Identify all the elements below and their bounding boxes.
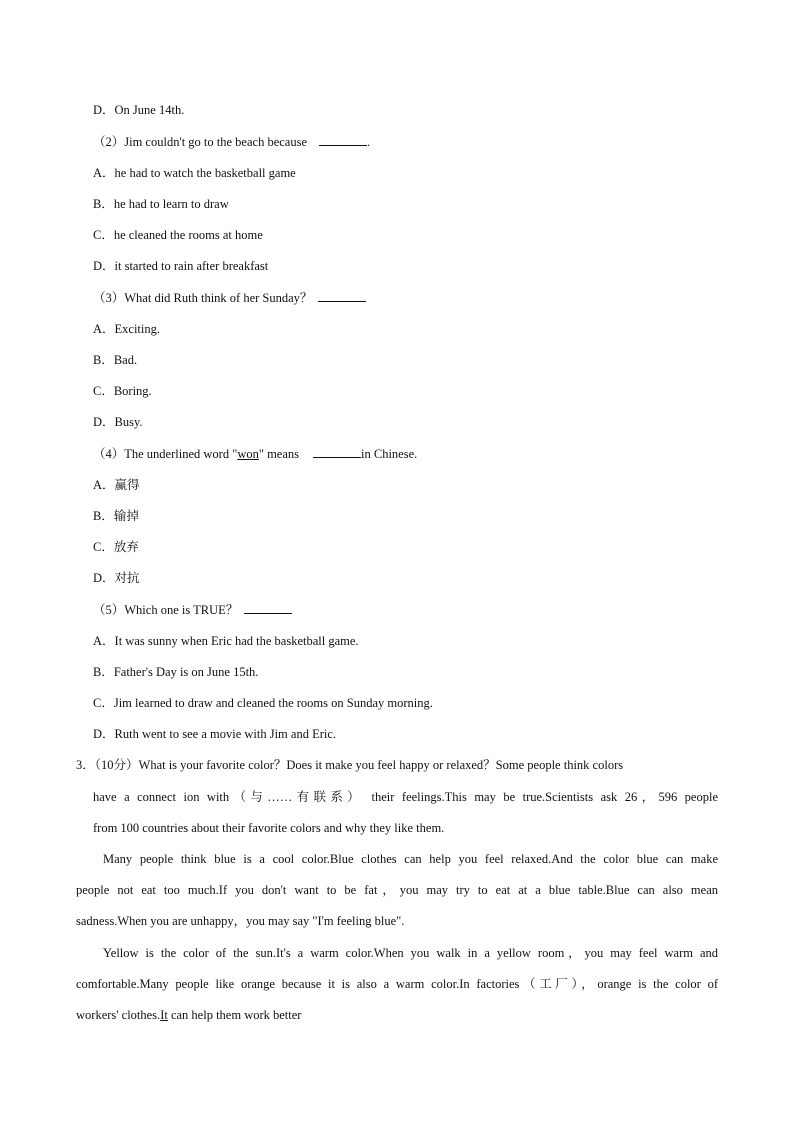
q4-stem: [93, 445, 417, 462]
q3-stem: [93, 289, 366, 306]
q3-answer-blank: [318, 289, 366, 302]
underlined-word-it: It: [160, 1008, 168, 1022]
q5-option-a: A．It was sunny when Eric had the basketball game.: [93, 634, 359, 648]
q4-option-c: C．放弃: [93, 540, 139, 554]
q3-option-c: C．Boring.: [93, 384, 152, 398]
paragraph-3-line-3: [76, 1007, 301, 1023]
q4-option-b: B．输掉: [93, 509, 139, 523]
q2-option-c: C．he cleaned the rooms at home: [93, 228, 263, 242]
paragraph-3-line-1: Yellow is the color of the sun.It's a warm color.When you walk in a yellow room，you may feel warm and: [103, 946, 718, 960]
q5-option-c: C．Jim learned to draw and cleaned the rooms on Sunday morning.: [93, 696, 433, 710]
q5-stem-text: （5）Which one is TRUE？: [93, 603, 239, 617]
passage-line-1: What is your favorite color？Does it make you feel happy or relaxed？Some people think colors: [138, 758, 624, 772]
q5-stem: [93, 601, 292, 618]
paragraph-2-line-1: Many people think blue is a cool color.Blue clothes can help you feel relaxed.And the color blue can make: [103, 852, 718, 866]
q4-stem-post: " means: [258, 447, 300, 461]
q2-stem: [93, 133, 370, 150]
q5-option-d: D．Ruth went to see a movie with Jim and Eric.: [93, 727, 337, 741]
q1-option-d: D．On June 14th.: [93, 103, 185, 117]
paragraph-3-line-3-pre: workers' clothes.: [76, 1008, 161, 1022]
q4-stem-end: in Chinese.: [361, 447, 418, 461]
q2-option-d: D．it started to rain after breakfast: [93, 259, 269, 273]
question-number: 3．（10分）: [76, 758, 139, 772]
q4-answer-blank: [313, 445, 361, 458]
paragraph-3-line-3-post: can help them work better: [167, 1008, 302, 1022]
q2-stem-text: （2）Jim couldn't go to the beach because: [93, 135, 308, 149]
q2-option-a: A．he had to watch the basketball game: [93, 166, 296, 180]
passage-line-3: from 100 countries about their favorite colors and why they like them.: [93, 821, 445, 835]
q4-stem-pre: （4）The underlined word ": [93, 447, 238, 461]
passage-question-3: [76, 757, 718, 773]
q4-underlined-word: won: [237, 447, 259, 461]
paragraph-2-line-2: people not eat too much.If you don't want to be fat，you may try to eat at a blue table.Blue can also mean: [76, 883, 718, 897]
q2-stem-end: .: [367, 135, 371, 149]
q3-option-b: B．Bad.: [93, 353, 138, 367]
q3-option-a: A．Exciting.: [93, 322, 161, 336]
passage-line-2: have a connect ion with（与……有联系） their feelings.This may be true.Scientists ask 26，596 people: [93, 790, 718, 804]
q4-option-d: D．对抗: [93, 571, 140, 585]
q5-option-b: B．Father's Day is on June 15th.: [93, 665, 259, 679]
q3-stem-text: （3）What did Ruth think of her Sunday？: [93, 291, 313, 305]
paragraph-2-line-3: sadness.When you are unhappy，you may say "I'm feeling blue".: [76, 914, 405, 928]
paragraph-3-line-2: comfortable.Many people like orange because it is also a warm color.In factories（工厂），orange is the color of: [76, 977, 718, 991]
q5-answer-blank: [244, 601, 292, 614]
q3-option-d: D．Busy.: [93, 415, 143, 429]
q4-option-a: A．赢得: [93, 478, 140, 492]
q2-option-b: B．he had to learn to draw: [93, 197, 229, 211]
q2-answer-blank: [319, 133, 367, 146]
